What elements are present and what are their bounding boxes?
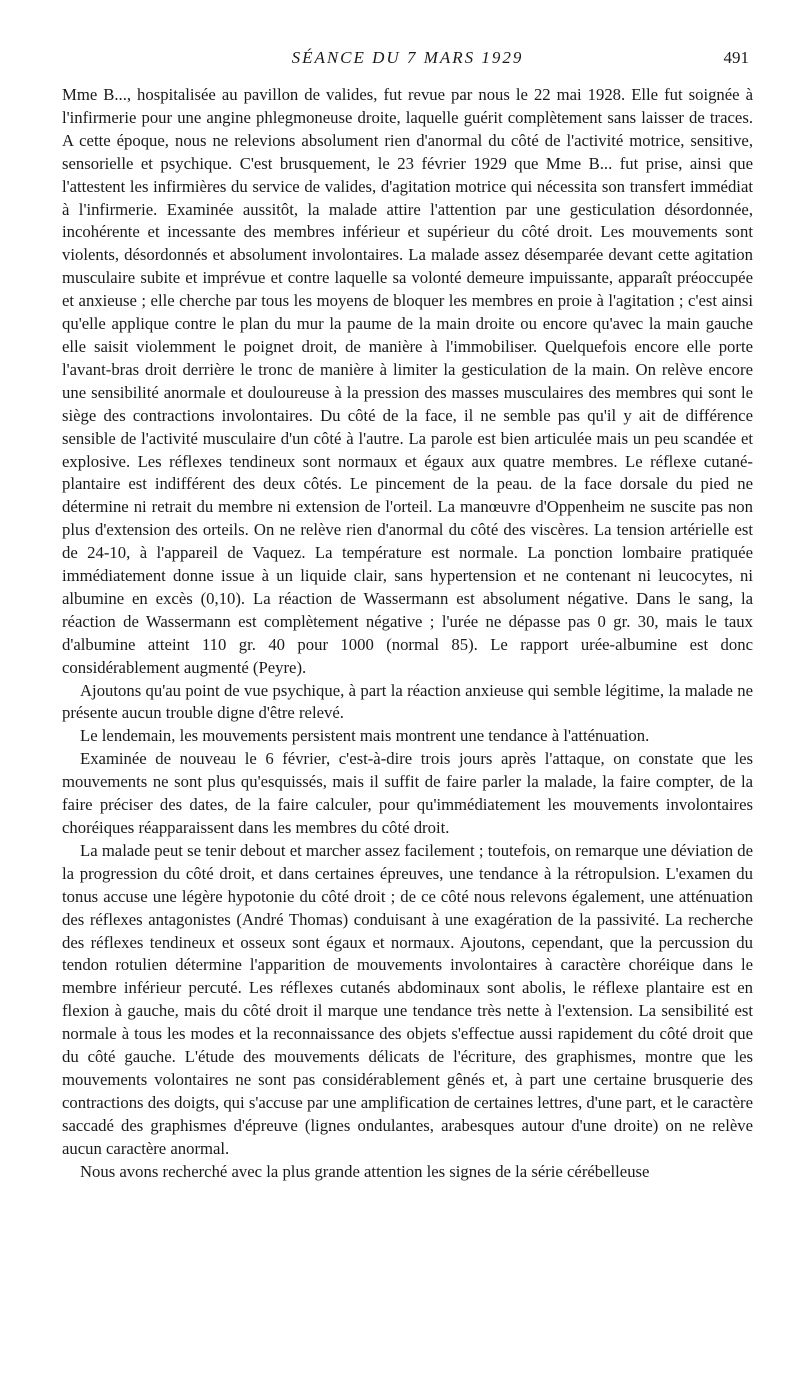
page-number: 491 (723, 48, 749, 67)
paragraph: Nous avons recherché avec la plus grande attention les signes de la série cérébelleuse (80, 1161, 650, 1181)
page-header (62, 48, 753, 74)
paragraph: Examinée de nouveau le 6 février, c'est-à-dire trois jours après l'attaque, on constate que les mouvements ne sont plus qu'esquissés, mais il suffit de faire parler la malade, la faire compter, de la faire préciser des dates, de la faire calculer, pour qu'immédiatement les mouvements involontaires choréiques réapparaissent dans les membres du côté droit. (62, 749, 753, 837)
running-head: SÉANCE DU 7 MARS 1929 (291, 48, 524, 67)
paragraph: Ajoutons qu'au point de vue psychique, à part la réaction anxieuse qui semble légitime, la malade ne présente aucun trouble digne d'être relevé. (62, 680, 753, 723)
paragraph: Mme B..., hospitalisée au pavillon de valides, fut revue par nous le 22 mai 1928. Elle fut soignée à l'infirmerie pour une angine phlegmoneuse droite, laquelle guérit complètement sans laisser de traces. A cette époque, nous ne relevions absolument rien d'anormal du côté de l'activité motrice, sensitive, sensorielle et psychique. C'est brusquement, le 23 février 1929 que Mme B... fut prise, ainsi que l'attestent les infirmières du service de valides, d'agitation motrice qui nécessita son transfert immédiat à l'infirmerie. Examinée aussitôt, la malade attire l'attention par une gesticulation désordonnée, incohérente et incessante des membres inférieur et supérieur du côté droit. Les mouvements sont violents, désordonnés et absolument involontaires. La malade assez désemparée devant cette agitation musculaire subite et imprévue et contre laquelle sa volonté demeure impuissante, apparaît préoccupée et anxieuse ; elle cherche par tous les moyens de bloquer les membres en proie à l'agitation ; c'est ainsi qu'elle applique contre le plan du mur la paume de la main droite ou encore qu'avec la main gauche elle saisit violemment le poignet droit, de manière à l'immobiliser. Quelquefois encore elle porte l'avant-bras droit derrière le tronc de manière à limiter la gesticulation de la main. On relève encore une sensibilité anormale et douloureuse à la pression des masses musculaires des membres qui sont le siège des contractions involontaires. Du côté de la face, il ne semble pas qu'il y ait de différence sensible de l'activité musculaire d'un côté à l'autre. La parole est bien articulée mais un peu scandée et explosive. Les réflexes tendineux sont normaux et égaux aux quatre membres. Le réflexe cutané-plantaire est indifférent des deux côtés. Le pincement de la peau. de la face dorsale du pied ne détermine ni retrait du membre ni extension de l'orteil. La manœuvre d'Oppenheim ne suscite pas non plus d'extension des orteils. On ne relève rien d'anormal du côté des viscères. La tension artérielle est de 24-10, à l'appareil de Vaquez. La température est normale. La ponction lombaire pratiquée immédiatement donne issue à un liquide clair, sans hypertension et ne contenant ni leucocytes, ni albumine en excès (0,10). La réaction de Wassermann est absolument négative. Dans le sang, la réaction de Wassermann est complètement négative ; l'urée ne dépasse pas 0 gr. 30, mais le taux d'albumine atteint 110 gr. 40 pour 1000 (normal 85). Le rapport urée-albumine est donc considérablement augmenté (Peyre). (62, 85, 753, 677)
paragraph: Le lendemain, les mouvements persistent mais montrent une tendance à l'atténuation. (80, 726, 650, 746)
paragraph: La malade peut se tenir debout et marcher assez facilement ; toutefois, on remarque une déviation de la progression du côté droit, et dans certaines épreuves, une tendance à la rétropulsion. L'examen du tonus accuse une légère hypotonie du côté droit ; de ce côté nous relevons également, une atténuation des réflexes antagonistes (André Thomas) conduisant à une exagération de la passivité. La recherche des réflexes tendineux et osseux sont égaux et normaux. Ajoutons, cependant, que la percussion du tendon rotulien détermine l'apparition de mouvements involontaires à caractère choréique dans le membre inférieur percuté. Les réflexes cutanés abdominaux sont abolis, le réflexe plantaire est en flexion à gauche, mais du côté droit il marque une tendance très nette à l'extension. La sensibilité est normale à tous les modes et la reconnaissance des objets s'effectue aussi rapidement du côté droit que du côté gauche. L'étude des mouvements délicats de l'écriture, des graphismes, montre que les mouvements volontaires ne sont pas considérablement gênés et, à part une certaine brusquerie des contractions des doigts, qui s'accuse par une amplification de certaines lettres, d'une part, et le caractère saccadé des graphismes d'épreuve (lignes ondulantes, arabesques autour d'une droite) on ne relève aucun caractère anormal. (62, 840, 753, 1158)
body-text (62, 84, 753, 1184)
